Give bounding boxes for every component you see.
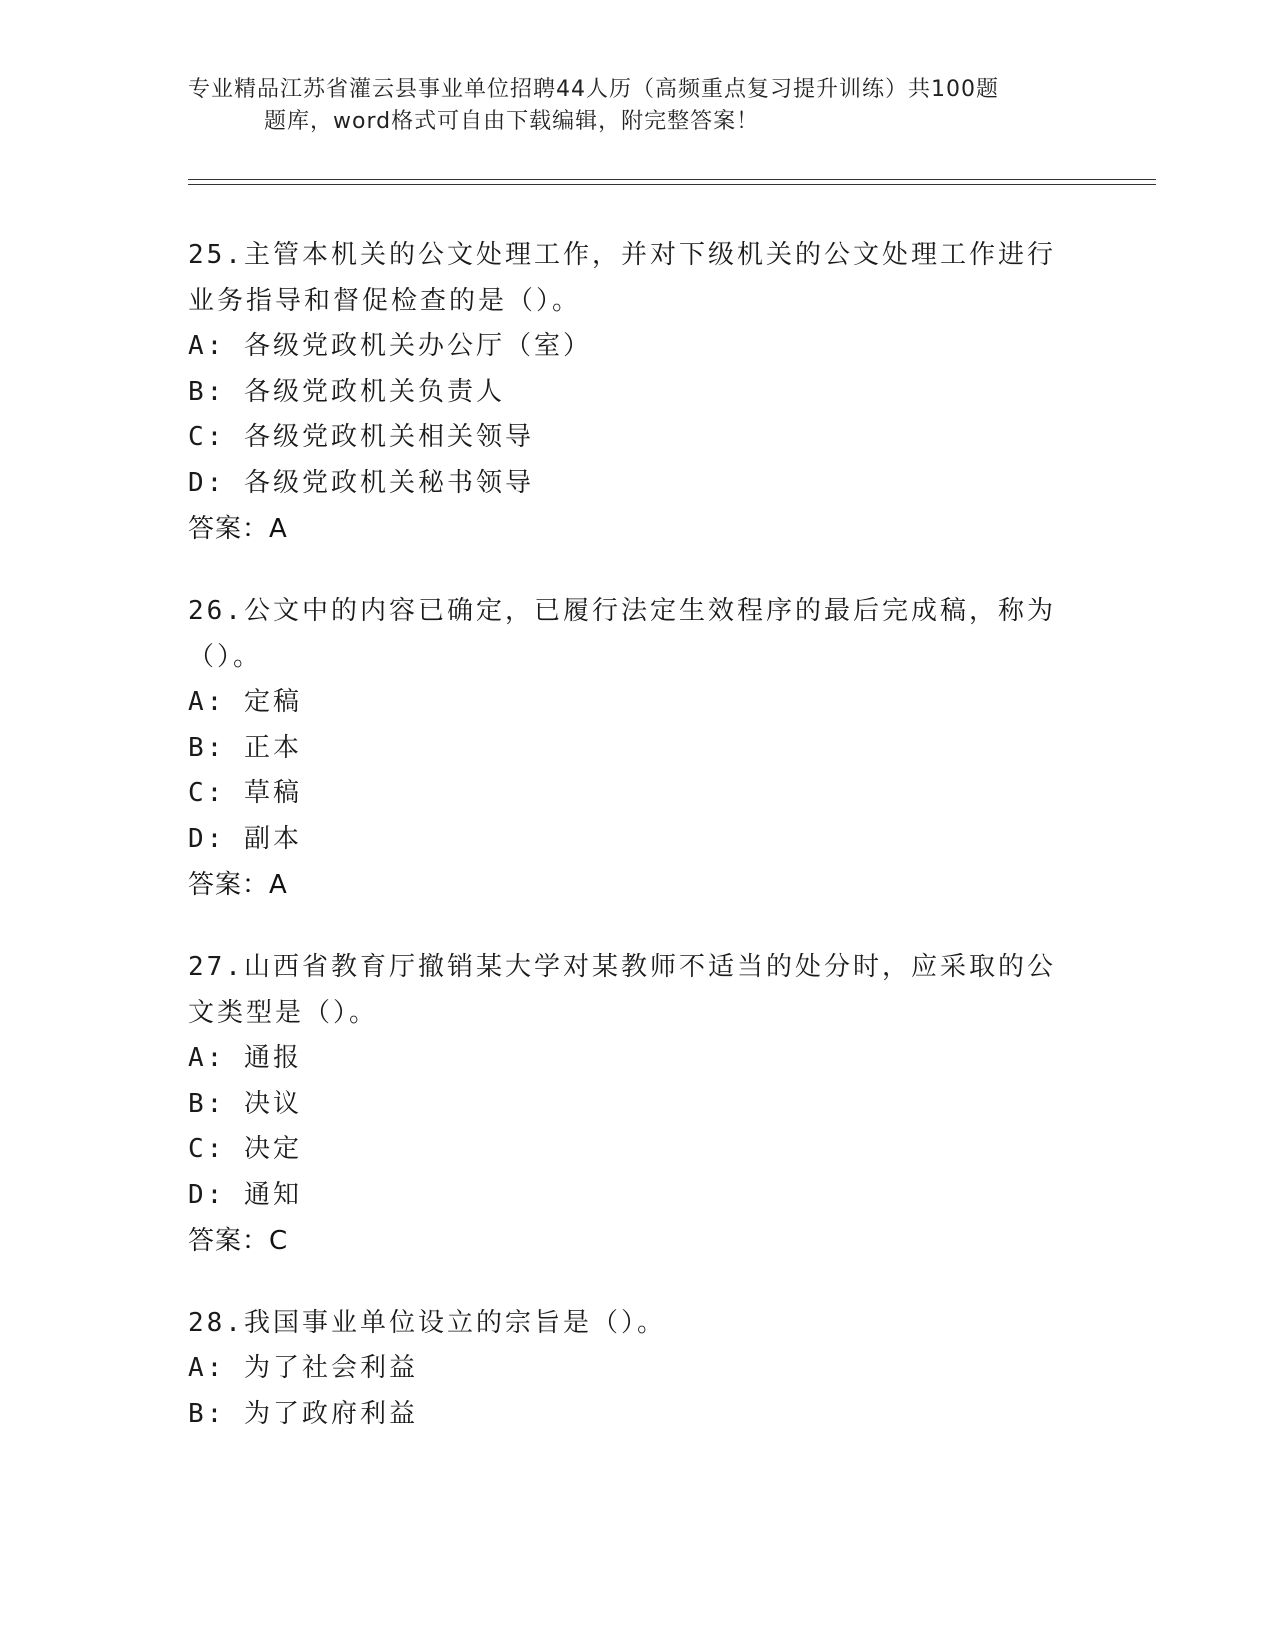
question-stem: 27.山西省教育厅撤销某大学对某教师不适当的处分时，应采取的公文类型是（）。 [188,952,1056,1028]
option-a: A: 各级党政机关办公厅（室） [188,331,592,361]
option-b: B: 决议 [188,1088,302,1119]
option-c: C: 各级党政机关相关领导 [188,422,534,452]
question-25 [188,232,1068,552]
question-27 [188,944,1068,1264]
option-c: C: 决定 [188,1134,302,1164]
question-26 [188,588,1068,908]
option-d: D: 副本 [188,823,302,854]
question-list [188,232,1068,1473]
document-header [188,74,1068,138]
question-stem: 25.主管本机关的公文处理工作，并对下级机关的公文处理工作进行业务指导和督促检查的是（）。 [188,240,1056,316]
option-b: B: 正本 [188,732,302,763]
answer: 答案：A [188,514,288,544]
header-rule-top [188,179,1156,180]
question-stem: 26.公文中的内容已确定，已履行法定生效程序的最后完成稿，称为（）。 [188,596,1056,672]
question-stem: 28.我国事业单位设立的宗旨是（）。 [188,1308,666,1338]
option-a: A: 为了社会利益 [188,1353,418,1383]
option-b: B: 各级党政机关负责人 [188,376,505,407]
header-title-line-2: 题库，word格式可自由下载编辑，附完整答案！ [264,109,760,134]
option-a: A: 定稿 [188,687,302,717]
header-title-line-1: 专业精品江苏省灌云县事业单位招聘44人历（高频重点复习提升训练）共100题 [188,77,999,102]
answer: 答案：C [188,1226,289,1256]
option-b: B: 为了政府利益 [188,1398,418,1429]
option-a: A: 通报 [188,1043,302,1073]
option-d: D: 通知 [188,1179,302,1210]
option-d: D: 各级党政机关秘书领导 [188,467,534,498]
answer: 答案：A [188,870,288,900]
header-rule-bottom [188,184,1156,185]
question-28 [188,1300,1068,1437]
option-c: C: 草稿 [188,778,302,808]
